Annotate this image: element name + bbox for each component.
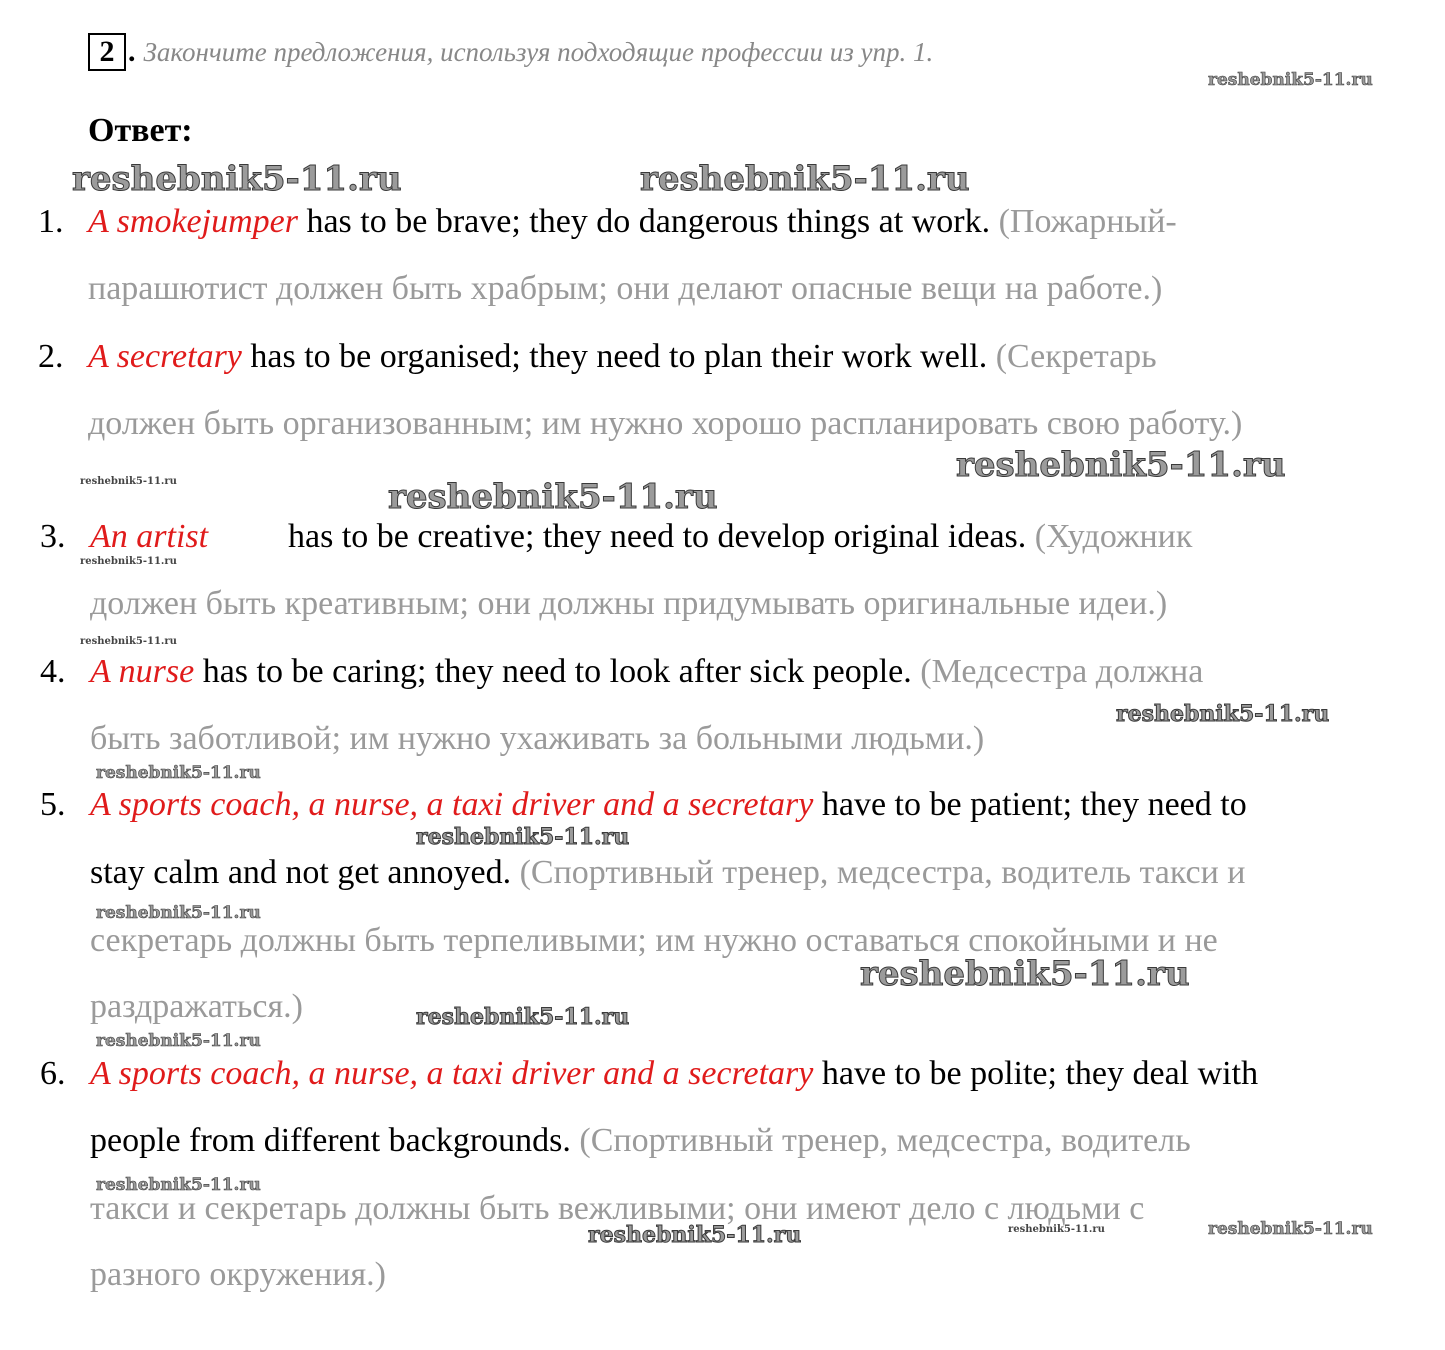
watermark: reshebnik5-11.ru xyxy=(1208,1219,1373,1239)
item-5-answer: A sports coach, a nurse, a taxi driver and a secretary xyxy=(90,786,814,823)
item-5-text-cont: stay calm and not get annoyed. xyxy=(90,854,520,891)
watermark: reshebnik5-11.ru xyxy=(80,476,177,487)
item-3-translation: (Художник xyxy=(1034,518,1193,555)
item-3-translation-cont: должен быть креативным; они должны придумывать оригинальные идеи.) xyxy=(90,585,1168,622)
item-3-answer: An artist xyxy=(90,518,209,555)
watermark: reshebnik5-11.ru xyxy=(588,1222,802,1248)
item-2-line-1 xyxy=(88,340,1157,374)
item-3-marker: 3. xyxy=(40,518,66,555)
item-5-translation-cont: секретарь должны быть терпеливыми; им нужно оставаться спокойными и не xyxy=(90,922,1218,959)
item-6-translation-end: разного окружения.) xyxy=(90,1256,386,1293)
watermark: reshebnik5-11.ru xyxy=(80,556,177,567)
item-5-translation-end: раздражаться.) xyxy=(90,988,303,1025)
item-6-line-1 xyxy=(90,1057,1258,1091)
item-1-translation-cont: парашютист должен быть храбрым; они делают опасные вещи на работе.) xyxy=(88,270,1163,307)
watermark: reshebnik5-11.ru xyxy=(956,445,1286,485)
item-3-line-1-rest xyxy=(288,520,1192,554)
item-3-line-1 xyxy=(90,520,208,554)
item-5-text: have to be patient; they need to xyxy=(813,786,1247,823)
item-1-line-2 xyxy=(88,272,1162,306)
item-4-translation: (Медсестра должна xyxy=(920,653,1204,690)
watermark: reshebnik5-11.ru xyxy=(96,763,261,783)
watermark: reshebnik5-11.ru xyxy=(1008,1224,1105,1235)
item-4-line-1 xyxy=(90,655,1203,689)
item-2-translation: (Секретарь xyxy=(995,338,1157,375)
watermark: reshebnik5-11.ru xyxy=(72,159,402,199)
item-5-line-1 xyxy=(90,788,1247,822)
item-1-translation: (Пожарный- xyxy=(998,203,1177,240)
item-4-line-2 xyxy=(90,722,984,756)
item-3-line-2 xyxy=(90,587,1167,621)
item-1-text: has to be brave; they do dangerous things at work. xyxy=(297,203,999,240)
watermark: reshebnik5-11.ru xyxy=(860,954,1190,994)
watermark: reshebnik5-11.ru xyxy=(416,824,630,850)
answer-label: Ответ: xyxy=(88,112,193,149)
item-3-text: has to be creative; they need to develop original ideas. xyxy=(288,518,1035,555)
watermark: reshebnik5-11.ru xyxy=(640,159,970,199)
item-2-marker: 2. xyxy=(38,338,64,375)
watermark: reshebnik5-11.ru xyxy=(416,1004,630,1030)
item-2-line-2 xyxy=(88,407,1242,441)
watermark: reshebnik5-11.ru xyxy=(96,1175,261,1195)
item-6-translation-cont: такси и секретарь должны быть вежливыми; они имеют дело с людьми с xyxy=(90,1190,1145,1227)
item-6-marker: 6. xyxy=(40,1055,66,1092)
watermark: reshebnik5-11.ru xyxy=(96,1031,261,1051)
item-6-text-cont: people from different backgrounds. xyxy=(90,1122,580,1159)
item-6-line-4 xyxy=(90,1258,386,1292)
item-6-text: have to be polite; they deal with xyxy=(813,1055,1259,1092)
item-1-line-1 xyxy=(88,205,1177,239)
item-6-line-2 xyxy=(90,1124,1191,1158)
item-6-line-3 xyxy=(90,1192,1144,1226)
item-2-translation-cont: должен быть организованным; им нужно хорошо распланировать свою работу.) xyxy=(88,405,1243,442)
item-5-line-3 xyxy=(90,924,1218,958)
item-6-translation: (Спортивный тренер, медсестра, водитель xyxy=(579,1122,1191,1159)
item-2-text: has to be organised; they need to plan their work well. xyxy=(241,338,996,375)
item-5-translation: (Спортивный тренер, медсестра, водитель такси и xyxy=(519,854,1246,891)
exercise-header xyxy=(88,30,933,74)
watermark: reshebnik5-11.ru xyxy=(96,903,261,923)
watermark: reshebnik5-11.ru xyxy=(1208,70,1373,90)
item-4-translation-cont: быть заботливой; им нужно ухаживать за больными людьми.) xyxy=(90,720,985,757)
item-6-answer: A sports coach, a nurse, a taxi driver and a secretary xyxy=(90,1055,814,1092)
item-4-text: has to be caring; they need to look after sick people. xyxy=(194,653,921,690)
watermark: reshebnik5-11.ru xyxy=(388,477,718,517)
watermark: reshebnik5-11.ru xyxy=(1116,701,1330,727)
exercise-number-dot: . xyxy=(128,35,136,68)
exercise-number: 2 xyxy=(88,33,126,71)
item-5-line-2 xyxy=(90,856,1245,890)
item-5-marker: 5. xyxy=(40,786,66,823)
item-5-line-4 xyxy=(90,990,303,1024)
item-4-marker: 4. xyxy=(40,653,66,690)
item-1-marker: 1. xyxy=(38,203,64,240)
watermark: reshebnik5-11.ru xyxy=(80,636,177,647)
item-2-answer: A secretary xyxy=(88,338,242,375)
exercise-instruction: Закончите предложения, используя подходящие профессии из упр. 1. xyxy=(143,36,934,67)
item-1-answer: A smokejumper xyxy=(88,203,298,240)
item-4-answer: A nurse xyxy=(90,653,195,690)
